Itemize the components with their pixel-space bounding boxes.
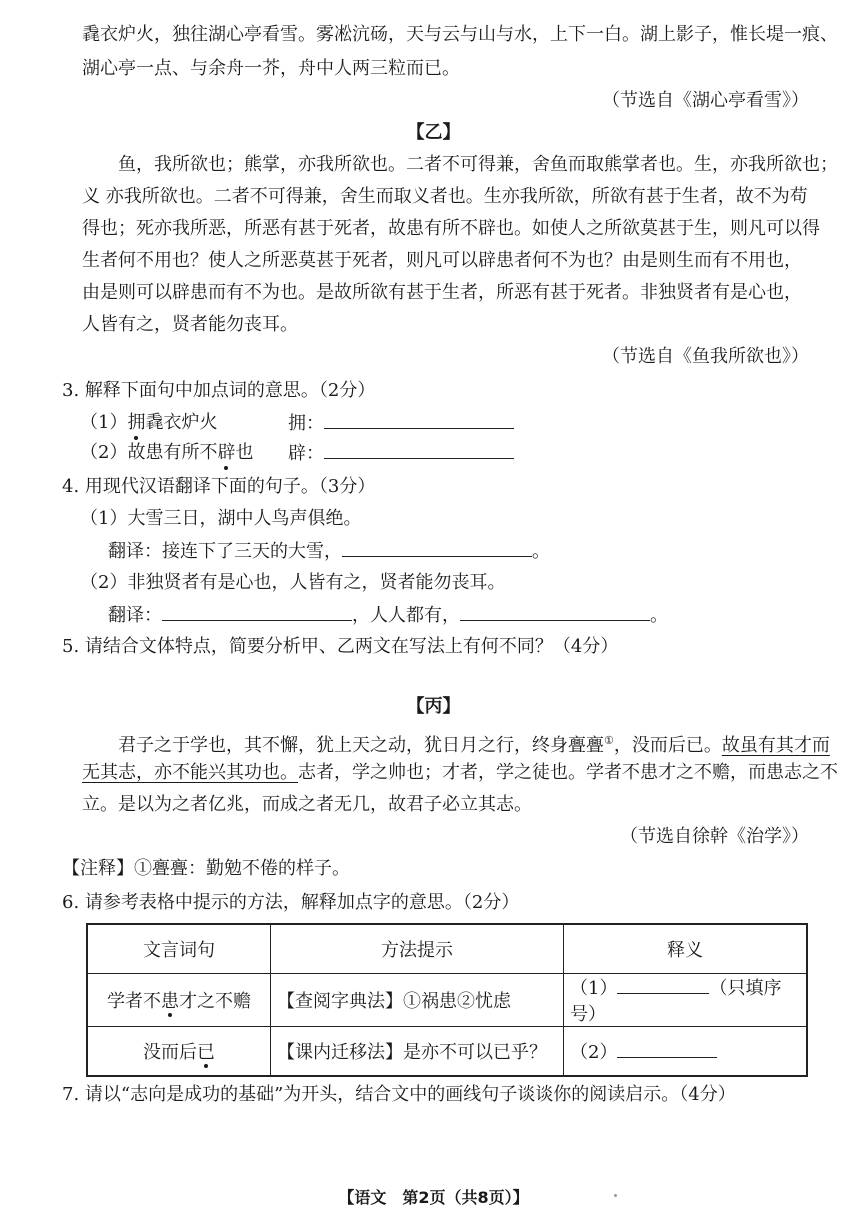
table-row	[87, 1027, 807, 1077]
q3-answer-1-blank[interactable]	[324, 410, 514, 429]
jia-source: （节选自《湖心亭看雪》）	[602, 90, 809, 111]
q6-row-1-dotted-word: 患	[161, 987, 179, 1013]
q4-translation-2-suffix: 。	[650, 605, 668, 626]
q6-row-1-answer-note: （只填序号）	[570, 978, 782, 1025]
q6-header-method: 方法提示	[271, 924, 564, 974]
q6-row-1-answer	[564, 974, 808, 1027]
bing-source: （节选自徐幹《治学》）	[620, 826, 809, 847]
q3-item-2-suffix: 也	[235, 442, 254, 463]
q4-title: 4. 用现代汉语翻译下面的句子。（3分）	[62, 476, 376, 497]
q4-translation-2	[108, 602, 668, 629]
yi-heading: 【乙】	[406, 122, 461, 143]
q6-row-2-answer-label: （2）	[570, 1042, 618, 1063]
q3-item-1-prefix: （1）	[80, 412, 128, 433]
page-footer: 【语文 第2页（共8页）】	[338, 1188, 529, 1207]
q6-row-2-answer	[564, 1027, 808, 1077]
jia-line-1: 毳衣炉火，独往湖心亭看雪。雾凇沆砀，天与云与山与水，上下一白。湖上影子，惟长堤一痕、	[82, 24, 838, 45]
q6-answer-2-blank[interactable]	[617, 1039, 717, 1058]
q4-translation-2-prefix: 翻译：	[108, 605, 162, 626]
footnote-ref: ①	[604, 734, 614, 747]
q4-translation-2-blank-a[interactable]	[162, 602, 352, 621]
q6-title: 6. 请参考表格中提示的方法，解释加点字的意思。（2分）	[62, 892, 520, 913]
yi-line-5: 由是则可以辟患而有不为也。是故所欲有甚于生者，所恶有甚于死者。非独贤者有是心也，	[82, 282, 802, 303]
bing-note: 【注释】①亹亹：勤勉不倦的样子。	[62, 858, 350, 879]
q6-row-1-sentence-pre: 学者不	[107, 991, 161, 1012]
q4-translation-2-middle: ，人人都有，	[352, 605, 460, 626]
yi-line-4: 生者何不用也？使人之所恶莫甚于死者，则凡可以辟患者何不为也？由是则生而有不用也，	[82, 250, 802, 271]
q6-row-2-sentence-pre: 没而后	[143, 1042, 197, 1063]
q3-item-2-prefix: （2）故患有所不	[80, 442, 218, 463]
q3-item-1-suffix: 毳衣炉火	[145, 412, 218, 433]
q6-row-2-method: 【课内迁移法】是亦不可以已乎？	[271, 1027, 564, 1077]
bing-line-1-text-b: ，没而后已。	[613, 735, 722, 756]
q4-translation-2-blank-b[interactable]	[460, 602, 650, 621]
scan-speck	[614, 1194, 617, 1197]
q3-item-2-dotted-word: 辟	[217, 440, 235, 466]
q6-header-meaning: 释义	[564, 924, 808, 974]
jia-line-2: 湖心亭一点、与余舟一芥，舟中人两三粒而已。	[82, 58, 460, 79]
yi-line-1: 鱼，我所欲也；熊掌，亦我所欲也。二者不可得兼，舍鱼而取熊掌者也。生，亦我所欲也；	[118, 154, 838, 175]
q3-title: 3. 解释下面句中加点词的意思。（2分）	[62, 380, 376, 401]
bing-line-1-text: 君子之于学也，其不懈，犹上天之动，犹日月之行，终身亹亹	[118, 735, 604, 756]
q6-header-sentence: 文言词句	[87, 924, 271, 974]
q3-answer-2-label: 辟：	[288, 443, 324, 464]
q6-row-1-sentence	[87, 974, 271, 1027]
table-row	[87, 974, 807, 1027]
q4-translation-1	[108, 538, 550, 565]
q3-answer-2-blank[interactable]	[324, 440, 514, 459]
q4-sentence-1: （1）大雪三日，湖中人鸟声俱绝。	[80, 508, 362, 529]
q6-row-2-sentence	[87, 1027, 271, 1077]
q3-answer-1	[288, 410, 514, 437]
q6-row-2-dotted-word: 已	[197, 1038, 215, 1064]
q4-sentence-2: （2）非独贤者有是心也，人皆有之，贤者能勿丧耳。	[80, 572, 506, 593]
q3-item-1-dotted-word: 拥	[127, 410, 145, 436]
q4-translation-1-suffix: 。	[532, 541, 550, 562]
bing-underlined-sentence-part-1: 故虽有其才而	[721, 735, 830, 756]
q3-item-2	[80, 440, 253, 466]
yi-line-3: 得也；死亦我所恶，所恶有甚于死者，故患有所不辟也。如使人之所欲莫甚于生，则凡可以得	[82, 218, 820, 239]
q3-item-1	[80, 410, 217, 436]
q6-table-header-row	[87, 924, 807, 974]
q7-title: 7. 请以“志向是成功的基础”为开头，结合文中的画线句子谈谈你的阅读启示。（4分）	[62, 1084, 736, 1105]
bing-line-2-rest: 志者，学之帅也；才者，学之徒也。学者不患才之不赡，而患志之不	[298, 762, 838, 783]
q4-translation-1-blank[interactable]	[342, 538, 532, 557]
yi-line-6: 人皆有之，贤者能勿丧耳。	[82, 314, 298, 335]
q6-row-1-method: 【查阅字典法】①祸患②忧虑	[271, 974, 564, 1027]
q4-translation-1-prefix: 翻译：接连下了三天的大雪，	[108, 541, 342, 562]
bing-heading: 【丙】	[406, 696, 461, 717]
bing-line-1	[118, 728, 830, 759]
q6-row-1-answer-label: （1）	[570, 978, 618, 999]
bing-line-2	[82, 760, 838, 786]
q6-answer-1-blank[interactable]	[617, 975, 709, 994]
yi-line-2: 义 亦我所欲也。二者不可得兼，舍生而取义者也。生亦我所欲，所欲有甚于生者，故不为苟	[82, 186, 808, 207]
q6-table	[86, 923, 808, 1077]
q3-answer-1-label: 拥：	[288, 413, 324, 434]
q6-row-1-sentence-post: 才之不赡	[179, 991, 251, 1012]
q3-answer-2	[288, 440, 514, 467]
bing-underlined-sentence-part-2: 无其志，亦不能兴其功也。	[82, 762, 298, 783]
bing-line-3: 立。是以为之者亿兆，而成之者无几，故君子必立其志。	[82, 794, 532, 815]
q5-title: 5. 请结合文体特点，简要分析甲、乙两文在写法上有何不同？（4分）	[62, 636, 619, 657]
yi-source: （节选自《鱼我所欲也》）	[602, 346, 809, 367]
